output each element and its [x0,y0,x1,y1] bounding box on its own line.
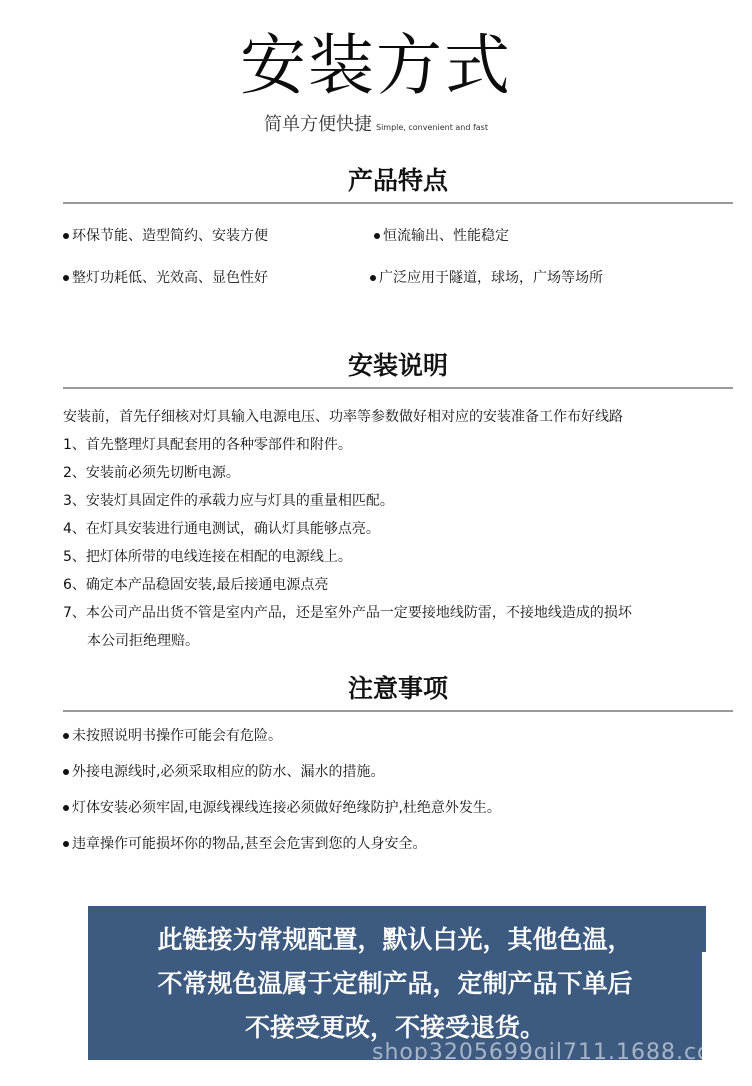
notes-divider [63,710,733,712]
install-step: 4、在灯具安装进行通电测试，确认灯具能够点亮。 [63,521,380,537]
notice-banner [88,906,702,1060]
install-step-continued: 本公司拒绝理赔。 [87,633,199,649]
subtitle-english: Simple, convenient and fast [375,123,488,132]
install-step: 1、首先整理灯具配套用的各种零部件和附件。 [63,437,352,453]
install-intro: 安装前，首先仔细核对灯具输入电源电压、功率等参数做好相对应的安装准备工作布好线路 [63,409,623,425]
shop-watermark: shop3205699gil711.1688.co [372,1040,712,1065]
note-item [63,718,733,754]
feature-item [63,226,268,246]
features-title: 产品特点 [347,166,448,195]
bullet-icon [63,805,69,811]
feature-text: 整灯功耗低、光效高、显色性好 [72,270,268,286]
bullet-icon [63,841,69,847]
bullet-icon [63,233,69,239]
banner-line: 不常规色温属于定制产品，定制产品下单后 [157,969,633,998]
features-section [63,164,733,294]
note-item [63,790,733,826]
bullet-icon [374,233,380,239]
notes-title: 注意事项 [347,674,448,703]
note-item [63,826,733,862]
install-step: 5、把灯体所带的电线连接在相配的电源线上。 [63,549,352,565]
install-step: 7、本公司产品出货不管是室内产品，还是室外产品一定要接地线防雷，不接地线造成的损坏 [63,605,632,621]
header [0,26,752,136]
bullet-icon [63,733,69,739]
bullet-icon [63,275,69,281]
banner-line: 此链接为常规配置，默认白光，其他色温， [157,925,633,954]
install-title: 安装说明 [347,351,448,380]
install-section [63,349,733,655]
feature-item [63,268,268,288]
install-divider [63,387,733,389]
banner-edge [702,906,706,952]
feature-item [374,226,509,246]
note-text: 外接电源线时,必须采取相应的防水、漏水的措施。 [72,764,385,780]
banner-line: 不接受更改，不接受退货。 [244,1013,545,1042]
notes-list [63,718,733,862]
feature-text: 广泛应用于隧道，球场，广场等场所 [379,270,603,286]
note-text: 未按照说明书操作可能会有危险。 [72,728,282,744]
feature-item [370,268,603,288]
feature-text: 环保节能、造型简约、安装方便 [72,228,268,244]
install-steps [63,403,733,655]
bullet-icon [63,769,69,775]
feature-text: 恒流输出、性能稳定 [383,228,509,244]
subtitle-chinese: 简单方便快捷 [263,114,372,135]
subtitle [0,110,752,136]
page-title: 安装方式 [240,27,512,104]
install-step: 6、确定本产品稳固安装,最后接通电源点亮 [63,577,329,593]
note-text: 违章操作可能损坏你的物品,甚至会危害到您的人身安全。 [72,836,427,852]
install-step: 3、安装灯具固定件的承载力应与灯具的重量相匹配。 [63,493,394,509]
notes-section [63,672,733,862]
note-item [63,754,733,790]
bullet-icon [370,275,376,281]
features-list [63,204,733,294]
note-text: 灯体安装必须牢固,电源线裸线连接必须做好绝缘防护,杜绝意外发生。 [72,800,501,816]
install-step: 2、安装前必须先切断电源。 [63,465,240,481]
